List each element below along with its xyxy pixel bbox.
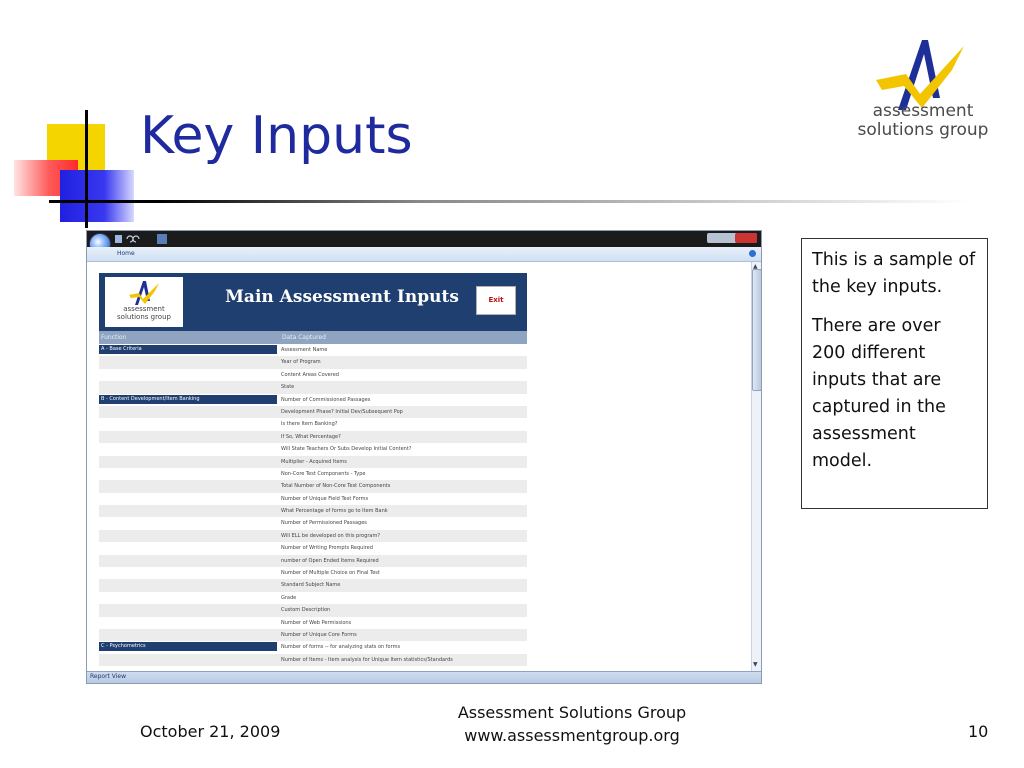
row-data-captured[interactable]: Standard Subject Name xyxy=(281,582,341,589)
note-paragraph-1: This is a sample of the key inputs. xyxy=(812,250,976,297)
form-logo-line-2: solutions group xyxy=(117,313,171,321)
row-function xyxy=(99,543,277,552)
row-function xyxy=(99,506,277,515)
form-logo-text xyxy=(105,305,183,321)
row-data-captured[interactable]: What Percentage of forms go to Item Bank xyxy=(281,508,388,515)
row-data-captured[interactable]: Number of Unique Field Test Forms xyxy=(281,495,369,502)
slide-title: Key Inputs xyxy=(140,106,413,166)
row-data-captured[interactable]: Number of Multiple Choice on Final Test xyxy=(281,570,380,577)
table-row[interactable] xyxy=(99,604,527,616)
row-data-captured[interactable]: Will ELL be developed on this program? xyxy=(281,532,381,539)
row-data-captured[interactable]: Number of Writing Prompts Required xyxy=(281,545,373,552)
row-function xyxy=(99,444,277,453)
row-function xyxy=(99,556,277,565)
row-function xyxy=(99,630,277,639)
footer-center xyxy=(432,701,712,747)
row-function xyxy=(99,370,277,379)
row-function xyxy=(99,580,277,589)
logo-line-2: solutions group xyxy=(857,120,989,140)
row-data-captured[interactable]: Assessment Name xyxy=(281,347,328,353)
close-window-icon[interactable] xyxy=(735,233,757,243)
row-function xyxy=(99,357,277,366)
scroll-down-icon[interactable]: ▼ xyxy=(753,661,758,668)
row-data-captured[interactable]: If So, What Percentage? xyxy=(281,433,341,440)
row-data-captured[interactable]: Number of Web Permissions xyxy=(281,619,352,626)
row-function xyxy=(99,457,277,466)
table-row[interactable] xyxy=(99,654,527,666)
table-row[interactable] xyxy=(99,505,527,517)
row-data-captured[interactable]: Number of Unique Core Forms xyxy=(281,631,357,638)
row-data-captured[interactable]: Total Number of Non-Core Test Components xyxy=(281,483,391,490)
row-data-captured[interactable]: number of Open Ended Items Required xyxy=(281,557,379,564)
page-number: 10 xyxy=(968,722,989,741)
row-function xyxy=(99,518,277,527)
scrollbar-thumb[interactable] xyxy=(752,269,762,391)
row-data-captured[interactable]: Number of Permissioned Passages xyxy=(281,520,367,527)
row-data-captured[interactable]: State xyxy=(281,384,295,391)
row-data-captured[interactable]: Grade xyxy=(281,594,297,601)
table-row[interactable] xyxy=(99,369,527,381)
status-bar xyxy=(87,671,761,684)
logo-line-1: assessment xyxy=(872,101,974,121)
row-function: A - Base Criteria xyxy=(99,345,277,354)
row-function xyxy=(99,481,277,490)
ribbon-bar xyxy=(87,247,761,262)
quick-access-toolbar-icon[interactable] xyxy=(113,234,169,244)
app-titlebar xyxy=(87,231,761,247)
row-data-captured[interactable]: Development Phase? Initial Dev/Subsequent Pop xyxy=(281,408,403,415)
table-row[interactable] xyxy=(99,592,527,604)
footer-org: Assessment Solutions Group xyxy=(457,703,687,722)
table-row[interactable] xyxy=(99,530,527,542)
row-data-captured[interactable]: Non-Core Test Components - Type xyxy=(281,470,366,477)
form-logo-icon xyxy=(105,277,183,307)
column-header-data: Data Captured xyxy=(282,334,326,341)
row-function xyxy=(99,568,277,577)
row-function xyxy=(99,432,277,441)
row-data-captured[interactable]: Custom Description xyxy=(281,607,331,614)
exit-button[interactable]: Exit xyxy=(476,286,516,315)
table-row[interactable] xyxy=(99,542,527,554)
status-text: Report View xyxy=(90,673,127,680)
scroll-up-icon[interactable]: ▲ xyxy=(753,263,758,270)
table-row[interactable] xyxy=(99,443,527,455)
table-row[interactable] xyxy=(99,394,527,406)
table-row[interactable] xyxy=(99,629,527,641)
table-row[interactable] xyxy=(99,456,527,468)
table-row[interactable] xyxy=(99,344,527,356)
ribbon-tab-home[interactable]: Home xyxy=(117,250,135,257)
form-title: Main Assessment Inputs xyxy=(225,287,459,307)
table-row[interactable] xyxy=(99,555,527,567)
row-function: C - Psychometrics xyxy=(99,642,277,651)
app-screenshot xyxy=(86,230,762,684)
note-box xyxy=(801,238,988,509)
row-function xyxy=(99,531,277,540)
row-data-captured[interactable]: Number of Commissioned Passages xyxy=(281,396,371,403)
table-row[interactable] xyxy=(99,579,527,591)
row-data-captured[interactable]: Year of Program xyxy=(281,359,321,366)
row-data-captured[interactable]: Is there Item Banking? xyxy=(281,421,338,428)
table-row[interactable] xyxy=(99,641,527,653)
row-function xyxy=(99,593,277,602)
row-data-captured[interactable]: Number of forms -- for analyzing stats on forms xyxy=(281,644,401,651)
row-function xyxy=(99,494,277,503)
row-data-captured[interactable]: Number of Items - Item analysis for Unique Item statistics/Standards xyxy=(281,656,453,663)
row-function xyxy=(99,419,277,428)
table-row[interactable] xyxy=(99,356,527,368)
row-data-captured[interactable]: Will State Teachers Or Subs Develop Initial Content? xyxy=(281,446,412,453)
row-function xyxy=(99,407,277,416)
table-row[interactable] xyxy=(99,418,527,430)
title-underline xyxy=(49,200,971,203)
footer-date: October 21, 2009 xyxy=(140,722,281,741)
decor-vertical-line xyxy=(85,110,88,228)
row-function xyxy=(99,382,277,391)
row-function: B - Content Development/Item Banking xyxy=(99,395,277,404)
table-row[interactable] xyxy=(99,468,527,480)
table-row[interactable] xyxy=(99,493,527,505)
inputs-table xyxy=(99,344,527,671)
form-logo-line-1: assessment xyxy=(123,305,165,313)
row-function xyxy=(99,618,277,627)
help-icon[interactable] xyxy=(749,250,756,257)
decor-blue-square xyxy=(60,170,134,222)
row-data-captured[interactable]: Multiplier - Acquired Items xyxy=(281,458,347,465)
row-function xyxy=(99,469,277,478)
note-paragraph-2: There are over 200 different inputs that are captured in the assessment model. xyxy=(812,316,946,471)
table-row[interactable] xyxy=(99,406,527,418)
row-function xyxy=(99,605,277,614)
row-function xyxy=(99,655,277,664)
table-row[interactable] xyxy=(99,617,527,629)
table-row[interactable] xyxy=(99,567,527,579)
table-row[interactable] xyxy=(99,431,527,443)
table-row[interactable] xyxy=(99,517,527,529)
table-row[interactable] xyxy=(99,480,527,492)
logo-wordmark xyxy=(838,102,1008,140)
table-row[interactable] xyxy=(99,381,527,393)
column-header-function: Function xyxy=(101,334,127,341)
row-data-captured[interactable]: Content Areas Covered xyxy=(281,371,339,378)
footer-url: www.assessmentgroup.org xyxy=(464,726,680,745)
